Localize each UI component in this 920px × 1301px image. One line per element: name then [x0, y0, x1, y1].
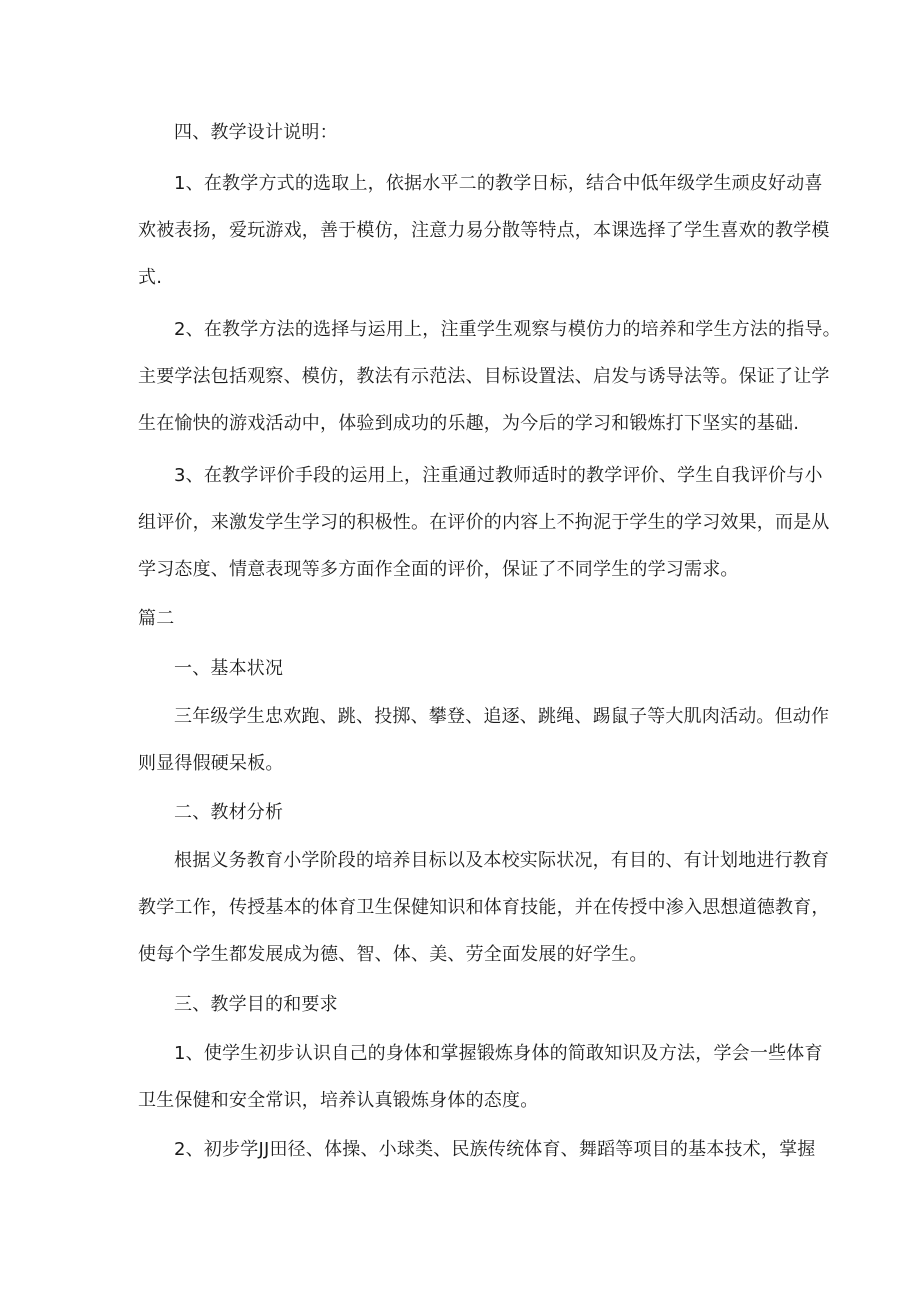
paragraph-line: 则显得假硬呆板。: [138, 753, 284, 774]
section-heading: 一、基本状况: [174, 658, 284, 679]
part-title: 篇二: [138, 608, 175, 629]
paragraph-line: 学习态度、情意表现等多方面作全面的评价，保证了不同学生的学习需求。: [138, 559, 739, 580]
paragraph-line: 主要学法包括观察、模仿，教法有示范法、目标设置法、启发与诱导法等。保证了让学: [138, 366, 830, 387]
paragraph-line: 1、使学生初步认识自己的身体和掌握锻炼身体的简敢知识及方法，学会一些体育: [174, 1043, 823, 1064]
section-heading: 三、教学目的和要求: [174, 994, 338, 1015]
paragraph-line: 根据义务教育小学阶段的培养目标以及本校实际状况，有目的、有计划地进行教育: [174, 850, 830, 871]
paragraph-line: 三年级学生忠欢跑、跳、投掷、攀登、追逐、跳绳、踢鼠子等大肌肉活动。但动作: [174, 706, 830, 727]
paragraph-line: 2、初步学JJ田径、体操、小球类、民族传统体育、舞蹈等项目的基本技术，掌握: [174, 1139, 816, 1160]
section-heading: 四、教学设计说明：: [174, 122, 338, 143]
paragraph-line: 2、在教学方法的选择与运用上，注重学生观察与模仿力的培养和学生方法的指导。: [174, 319, 841, 340]
paragraph-line: 欢被表扬，爱玩游戏，善于模仿，注意力易分散等特点，本课选择了学生喜欢的教学模: [138, 220, 830, 241]
paragraph-line: 式.: [138, 267, 163, 288]
paragraph-line: 教学工作，传授基本的体育卫生保健知识和体育技能，并在传授中渗入思想道德教育，: [138, 897, 830, 918]
section-heading: 二、教材分析: [174, 802, 284, 823]
paragraph-line: 1、在教学方式的选取上，依据水平二的教学日标，结合中低年级学生顽皮好动喜: [174, 173, 823, 194]
paragraph-line: 组评价，来激发学生学习的积极性。在评价的内容上不拘泥于学生的学习效果，而是从: [138, 512, 830, 533]
paragraph-line: 生在愉快的游戏活动中，体验到成功的乐趣，为今后的学习和锻炼打下坚实的基础.: [138, 413, 800, 434]
paragraph-line: 卫生保健和安全常识，培养认真锻炼身体的态度。: [138, 1090, 539, 1111]
paragraph-line: 使每个学生都发展成为德、智、体、美、劳全面发展的好学生。: [138, 944, 648, 965]
paragraph-line: 3、在教学评价手段的运用上，注重通过教师适时的教学评价、学生自我评价与小: [174, 465, 823, 486]
